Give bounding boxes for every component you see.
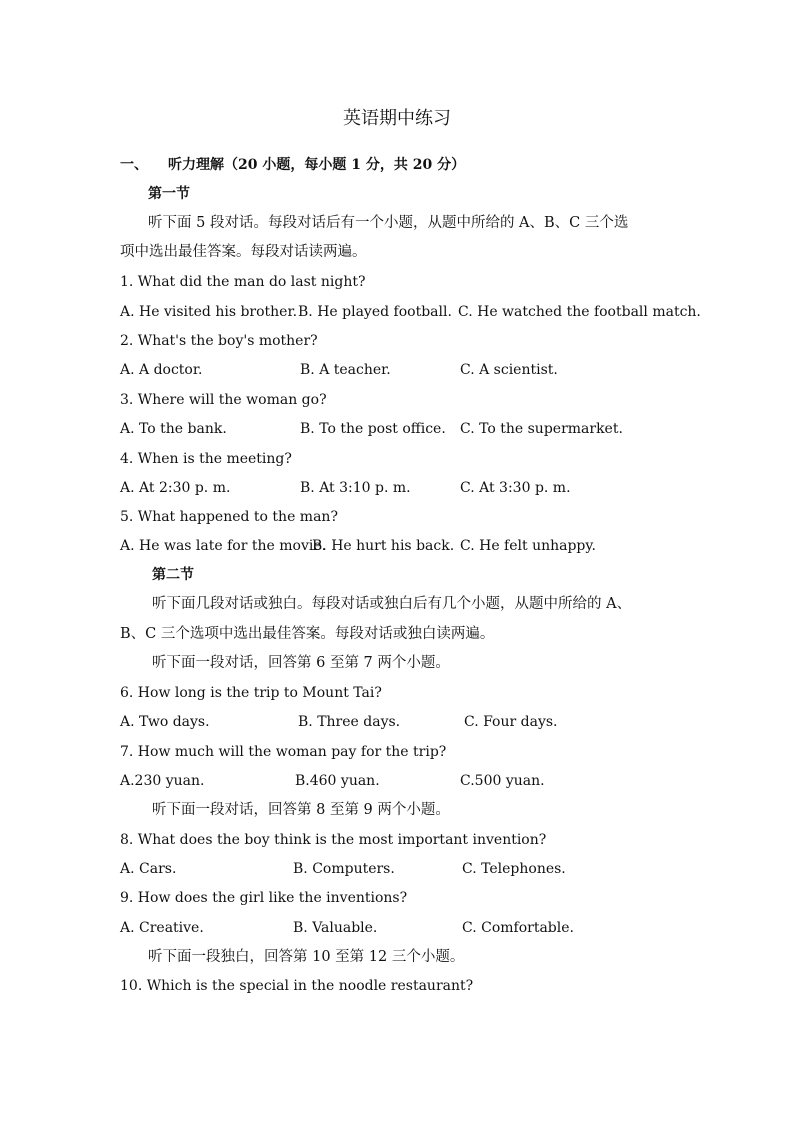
q7-option-c: C.500 yuan. [460, 773, 545, 789]
q8-option-a: A. Cars. [120, 861, 177, 877]
q9-option-b: B. Valuable. [293, 920, 378, 936]
q8-option-c: C. Telephones. [462, 861, 566, 877]
question-4: 4. When is the meeting? [120, 451, 292, 467]
q2-option-c: C. A scientist. [460, 362, 558, 378]
q1-option-c: C. He watched the football match. [458, 304, 701, 320]
question-6: 6. How long is the trip to Mount Tai? [120, 685, 382, 701]
q4-option-b: B. At 3:10 p. m. [300, 480, 411, 496]
question-8: 8. What does the boy think is the most important invention? [120, 832, 547, 848]
part2-label: 第二节 [152, 567, 194, 583]
q6-option-c: C. Four days. [464, 714, 558, 730]
q4-option-a: A. At 2:30 p. m. [120, 480, 231, 496]
question-1: 1. What did the man do last night? [120, 274, 366, 290]
question-9: 9. How does the girl like the inventions? [120, 890, 408, 906]
q2-option-a: A. A doctor. [120, 362, 203, 378]
question-2: 2. What's the boy's mother? [120, 333, 318, 349]
q1-option-a: A. He visited his brother. [120, 304, 298, 320]
q6-option-b: B. Three days. [298, 714, 401, 730]
q7-option-b: B.460 yuan. [295, 773, 380, 789]
q3-option-b: B. To the post office. [300, 421, 446, 437]
q5-option-c: C. He felt unhappy. [460, 538, 596, 554]
instruction-note-q8-9: 听下面一段对话，回答第 8 至第 9 两个小题。 [152, 802, 450, 818]
q4-option-c: C. At 3:30 p. m. [460, 480, 571, 496]
instruction-note-q6-7: 听下面一段对话，回答第 6 至第 7 两个小题。 [152, 655, 450, 671]
question-10: 10. Which is the special in the noodle restaurant? [120, 978, 474, 994]
section-heading: 听力理解（20 小题，每小题 1 分，共 20 分） [168, 157, 466, 173]
instruction-note-q10-12: 听下面一段独白，回答第 10 至第 12 三个小题。 [148, 949, 465, 965]
q8-option-b: B. Computers. [293, 861, 395, 877]
q7-option-a: A.230 yuan. [120, 773, 205, 789]
q3-option-a: A. To the bank. [120, 421, 227, 437]
part2-instruction-line1: 听下面几段对话或独白。每段对话或独白后有几个小题，从题中所给的 A、 [152, 596, 632, 612]
q5-option-a: A. He was late for the movie. [120, 538, 327, 554]
question-5: 5. What happened to the man? [120, 509, 338, 525]
q2-option-b: B. A teacher. [300, 362, 391, 378]
q3-option-c: C. To the supermarket. [460, 421, 623, 437]
q6-option-a: A. Two days. [120, 714, 210, 730]
q1-option-b: B. He played football. [298, 304, 452, 320]
question-3: 3. Where will the woman go? [120, 392, 327, 408]
q9-option-a: A. Creative. [120, 920, 204, 936]
part1-label: 第一节 [148, 186, 190, 202]
page-title: 英语期中练习 [343, 108, 451, 129]
part1-instruction-line1: 听下面 5 段对话。每段对话后有一个小题，从题中所给的 A、B、C 三个选 [148, 215, 629, 231]
part1-instruction-line2: 项中选出最佳答案。每段对话读两遍。 [120, 244, 367, 260]
section-number: 一、 [120, 157, 148, 173]
q9-option-c: C. Comfortable. [462, 920, 574, 936]
q5-option-b: B. He hurt his back. [312, 538, 455, 554]
part2-instruction-line2: B、C 三个选项中选出最佳答案。每段对话或独白读两遍。 [120, 626, 495, 642]
question-7: 7. How much will the woman pay for the trip? [120, 744, 447, 760]
